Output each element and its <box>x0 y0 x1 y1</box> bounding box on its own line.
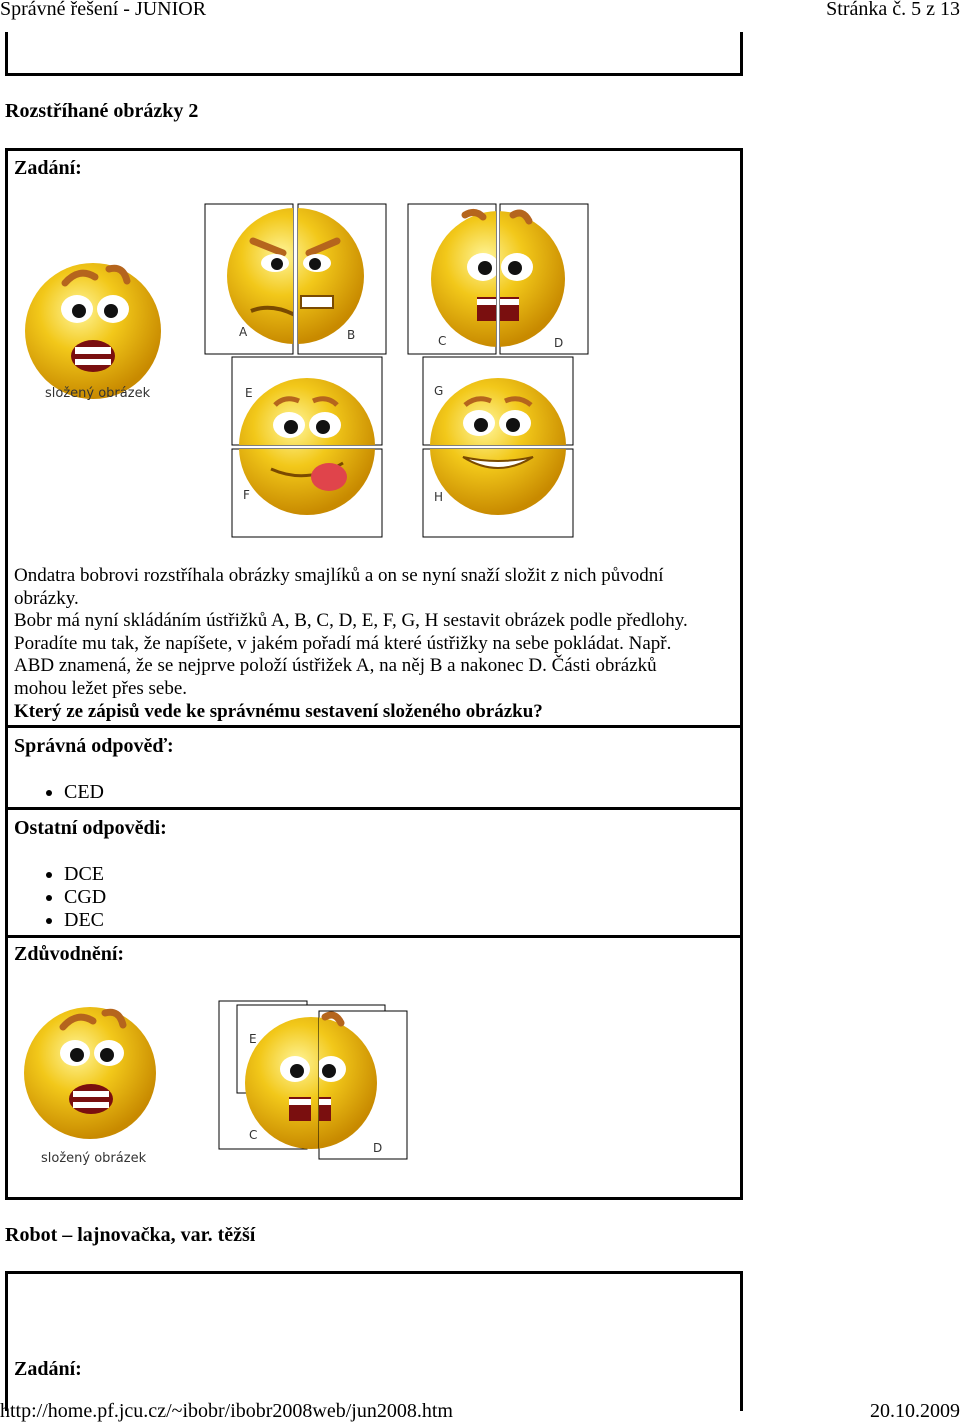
piece-letter-c: C <box>249 1128 258 1142</box>
task-box <box>5 1271 743 1411</box>
task-title: Robot – lajnovačka, var. těžší <box>5 1224 256 1246</box>
text-line: mohou ležet přes sebe. <box>14 677 188 699</box>
correct-answer-label: Správná odpověď: <box>14 735 174 757</box>
piece-letter-f: F <box>243 488 250 502</box>
piece-letter-e: E <box>249 1032 257 1046</box>
piece-letter-c: C <box>438 334 447 348</box>
task-text <box>14 565 734 723</box>
previous-task-box <box>5 32 743 76</box>
divider <box>8 725 740 728</box>
text-line: Poradíte mu tak, že napíšete, v jakém pořadí má které ústřižky na sebe pokládat. Např. <box>14 632 672 654</box>
piece-letter-h: H <box>434 490 444 504</box>
footer-url: http://home.pf.jcu.cz/~ibobr/ibobr2008web/jun2008.htm <box>0 1400 453 1422</box>
other-answers-list <box>36 863 106 932</box>
zadani-label: Zadání: <box>14 157 82 179</box>
task-title: Rozstříhané obrázky 2 <box>5 100 199 122</box>
correct-answer-list <box>36 781 104 804</box>
text-line: Ondatra bobrovi rozstříhala obrázky smajlíků a on se nyní snaží složit z nich původní <box>14 565 664 586</box>
header-page-number: Stránka č. 5 z 13 <box>826 0 960 20</box>
piece-letter-g: G <box>434 384 444 398</box>
piece-letter-d: D <box>554 336 564 350</box>
divider <box>8 807 740 810</box>
piece-letter-a: A <box>239 325 248 339</box>
composite-smiley <box>24 1007 156 1139</box>
divider <box>8 935 740 938</box>
explanation-illustration <box>13 987 423 1193</box>
piece-letter-e: E <box>245 386 253 400</box>
composite-caption: složený obrázek <box>45 386 151 401</box>
header-title: Správné řešení - JUNIOR <box>0 0 207 20</box>
composite-caption: složený obrázek <box>41 1151 147 1166</box>
footer-date: 20.10.2009 <box>870 1400 960 1422</box>
piece-letter-d: D <box>373 1141 383 1155</box>
piece-letter-b: B <box>347 328 356 342</box>
task-illustration <box>13 201 603 541</box>
composite-smiley <box>25 263 161 399</box>
list-item: • CGD <box>64 886 106 909</box>
zadani-label: Zadání: <box>14 1358 82 1380</box>
list-item: • CED <box>64 781 104 804</box>
task-box <box>5 148 743 1200</box>
text-line: obrázky. <box>14 587 79 609</box>
list-item: • DCE <box>64 863 106 886</box>
reason-label: Zdůvodnění: <box>14 943 125 965</box>
text-line: ABD znamená, že se nejprve položí ústřižek A, na něj B a nakonec D. Části obrázků <box>14 655 657 677</box>
question: Který ze zápisů vede ke správnému sestavení složeného obrázku? <box>14 700 543 722</box>
list-item: • DEC <box>64 909 106 932</box>
other-answers-label: Ostatní odpovědi: <box>14 817 167 839</box>
text-line: Bobr má nyní skládáním ústřižků A, B, C, D, E, F, G, H sestavit obrázek podle předlohy. <box>14 610 688 632</box>
